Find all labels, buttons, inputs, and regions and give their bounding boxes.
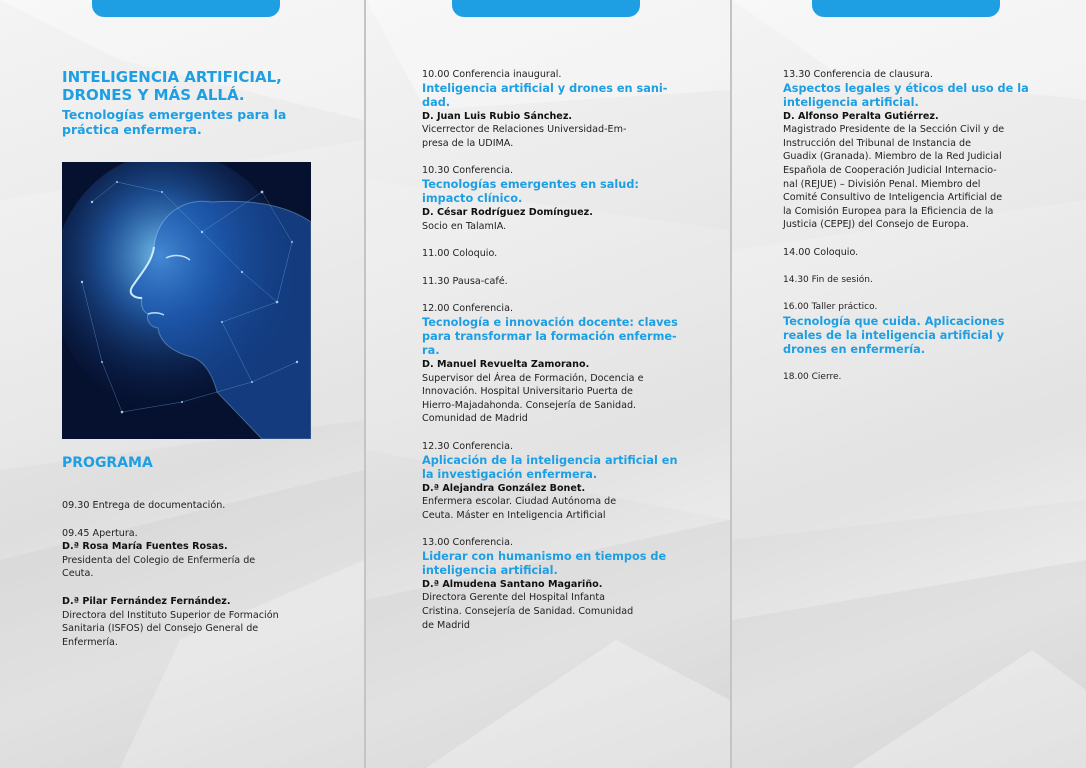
entry-desc-line: Enfermería. <box>62 636 118 648</box>
programa-section <box>62 455 332 663</box>
panel-middle <box>366 0 730 768</box>
entry-desc-line: Hierro-Majadahonda. Consejería de Sanidad. <box>422 399 637 411</box>
panel-right <box>732 0 1086 768</box>
schedule-entry <box>62 527 332 581</box>
entry-time: 10.30 Conferencia. <box>422 165 514 177</box>
entry-time: 14.30 Fin de sesión. <box>783 274 873 285</box>
entry-desc-line: Socio en TalamIA. <box>422 220 507 232</box>
entry-talk-title: Liderar con humanismo en tiempos de <box>422 549 667 563</box>
schedule-entry <box>422 302 692 426</box>
schedule-column-right <box>783 68 1043 398</box>
schedule-entry <box>783 246 1043 260</box>
entry-talk-title: reales de la inteligencia artificial y <box>783 328 1004 342</box>
entry-desc-line: Directora Gerente del Hospital Infanta <box>422 592 606 604</box>
schedule-entry <box>422 68 692 150</box>
schedule-entry <box>783 68 1043 232</box>
ai-face-illustration <box>62 162 311 439</box>
entry-talk-title: para transformar la formación enferme- <box>422 329 677 343</box>
entry-time: 14.00 Coloquio. <box>783 246 859 258</box>
schedule-entry <box>62 499 332 513</box>
entry-speaker: D. Alfonso Peralta Gutiérrez. <box>783 110 939 122</box>
entry-desc-line: Justicia (CEPEJ) del Consejo de Europa. <box>783 219 969 231</box>
event-subtitle-line1: Tecnologías emergentes para la <box>62 107 287 122</box>
entry-time: 11.00 Coloquio. <box>422 248 498 260</box>
schedule-entry <box>422 247 692 261</box>
entry-desc-line: Supervisor del Área de Formación, Docencia e <box>422 372 644 384</box>
programa-heading: PROGRAMA <box>62 455 153 471</box>
entry-desc-line: Guadix (Granada). Miembro de la Red Judicial <box>783 151 1002 163</box>
schedule-entry <box>422 275 692 289</box>
schedule-entry <box>783 371 1043 385</box>
top-tab <box>92 0 280 17</box>
entry-speaker: D. Juan Luis Rubio Sánchez. <box>422 110 573 122</box>
schedule-entry <box>422 440 692 522</box>
entry-desc-line: la Comisión Europea para la Eficiencia de la <box>783 205 994 217</box>
entry-time: 11.30 Pausa-café. <box>422 275 508 287</box>
entry-time: 10.00 Conferencia inaugural. <box>422 69 562 80</box>
entry-desc-line: Cristina. Consejería de Sanidad. Comunidad <box>422 606 634 618</box>
schedule-column-middle <box>422 68 692 646</box>
entry-talk-title: ra. <box>422 343 440 357</box>
schedule-entry <box>422 164 692 233</box>
entry-talk-title: Tecnología que cuida. Aplicaciones <box>783 314 1005 328</box>
digital-face-image <box>62 162 311 439</box>
schedule-entry <box>62 595 332 649</box>
entry-talk-title: inteligencia artificial. <box>422 563 558 577</box>
entry-desc-line: Presidenta del Colegio de Enfermería de <box>62 554 256 566</box>
top-tab <box>812 0 1000 17</box>
entry-desc-line: Ceuta. Máster en Inteligencia Artificial <box>422 509 606 521</box>
entry-desc-line: Comunidad de Madrid <box>422 413 528 425</box>
entry-speaker: D. César Rodríguez Domínguez. <box>422 206 593 218</box>
entry-talk-title: la investigación enfermera. <box>422 467 598 481</box>
entry-desc-line: Española de Cooperación Judicial Internacio- <box>783 164 997 176</box>
entry-time: 18.00 Cierre. <box>783 371 842 382</box>
entry-speaker: D.ª Almudena Santano Magariño. <box>422 578 603 590</box>
event-title-line2: DRONES Y MÁS ALLÁ. <box>62 86 245 104</box>
entry-talk-title: impacto clínico. <box>422 191 523 205</box>
entry-time: 13.00 Conferencia. <box>422 537 514 549</box>
schedule-entry <box>783 274 1043 288</box>
entry-desc-line: nal (REJUE) – División Penal. Miembro del <box>783 178 981 190</box>
entry-talk-title: dad. <box>422 95 451 109</box>
entry-desc-line: de Madrid <box>422 619 470 631</box>
entry-desc-line: Enfermera escolar. Ciudad Autónoma de <box>422 496 617 508</box>
entry-speaker: D.ª Pilar Fernández Fernández. <box>62 595 231 607</box>
entry-desc-line: Comité Consultivo de Inteligencia Artificial de <box>783 192 1003 204</box>
entry-talk-title: Aplicación de la inteligencia artificial en <box>422 453 678 467</box>
entry-time: 13.30 Conferencia de clausura. <box>783 69 933 80</box>
entry-time: 09.30 Entrega de documentación. <box>62 500 226 511</box>
entry-desc-line: Ceuta. <box>62 568 94 580</box>
entry-desc-line: presa de la UDIMA. <box>422 137 514 149</box>
entry-speaker: D.ª Alejandra González Bonet. <box>422 482 586 494</box>
entry-speaker: D.ª Rosa María Fuentes Rosas. <box>62 541 228 553</box>
entry-desc-line: Vicerrector de Relaciones Universidad-Em- <box>422 124 627 136</box>
entry-talk-title: Aspectos legales y éticos del uso de la <box>783 81 1029 95</box>
event-subtitle-line2: práctica enfermera. <box>62 122 202 137</box>
entry-desc-line: Instrucción del Tribunal de Instancia de <box>783 137 972 149</box>
schedule-entry <box>422 536 692 632</box>
entry-talk-title: Inteligencia artificial y drones en sani- <box>422 81 668 95</box>
entry-desc-line: Magistrado Presidente de la Sección Civil y de <box>783 124 1005 136</box>
entry-talk-title: Tecnologías emergentes en salud: <box>422 177 639 191</box>
entry-speaker: D. Manuel Revuelta Zamorano. <box>422 358 590 370</box>
entry-time: 12.30 Conferencia. <box>422 440 514 452</box>
top-tab <box>452 0 640 17</box>
entry-time: 12.00 Conferencia. <box>422 303 514 315</box>
entry-time: 09.45 Apertura. <box>62 527 138 539</box>
entry-desc-line: Sanitaria (ISFOS) del Consejo General de <box>62 623 259 635</box>
event-heading <box>62 68 322 137</box>
event-title-line1: INTELIGENCIA ARTIFICIAL, <box>62 68 282 86</box>
entry-desc-line: Directora del Instituto Superior de Formación <box>62 609 279 621</box>
panel-left <box>0 0 364 768</box>
entry-time: 16.00 Taller práctico. <box>783 302 878 313</box>
schedule-entry <box>783 301 1043 357</box>
entry-talk-title: inteligencia artificial. <box>783 95 919 109</box>
entry-desc-line: Innovación. Hospital Universitario Puerta de <box>422 386 633 398</box>
entry-talk-title: Tecnología e innovación docente: claves <box>422 315 678 329</box>
entry-talk-title: drones en enfermería. <box>783 342 926 356</box>
